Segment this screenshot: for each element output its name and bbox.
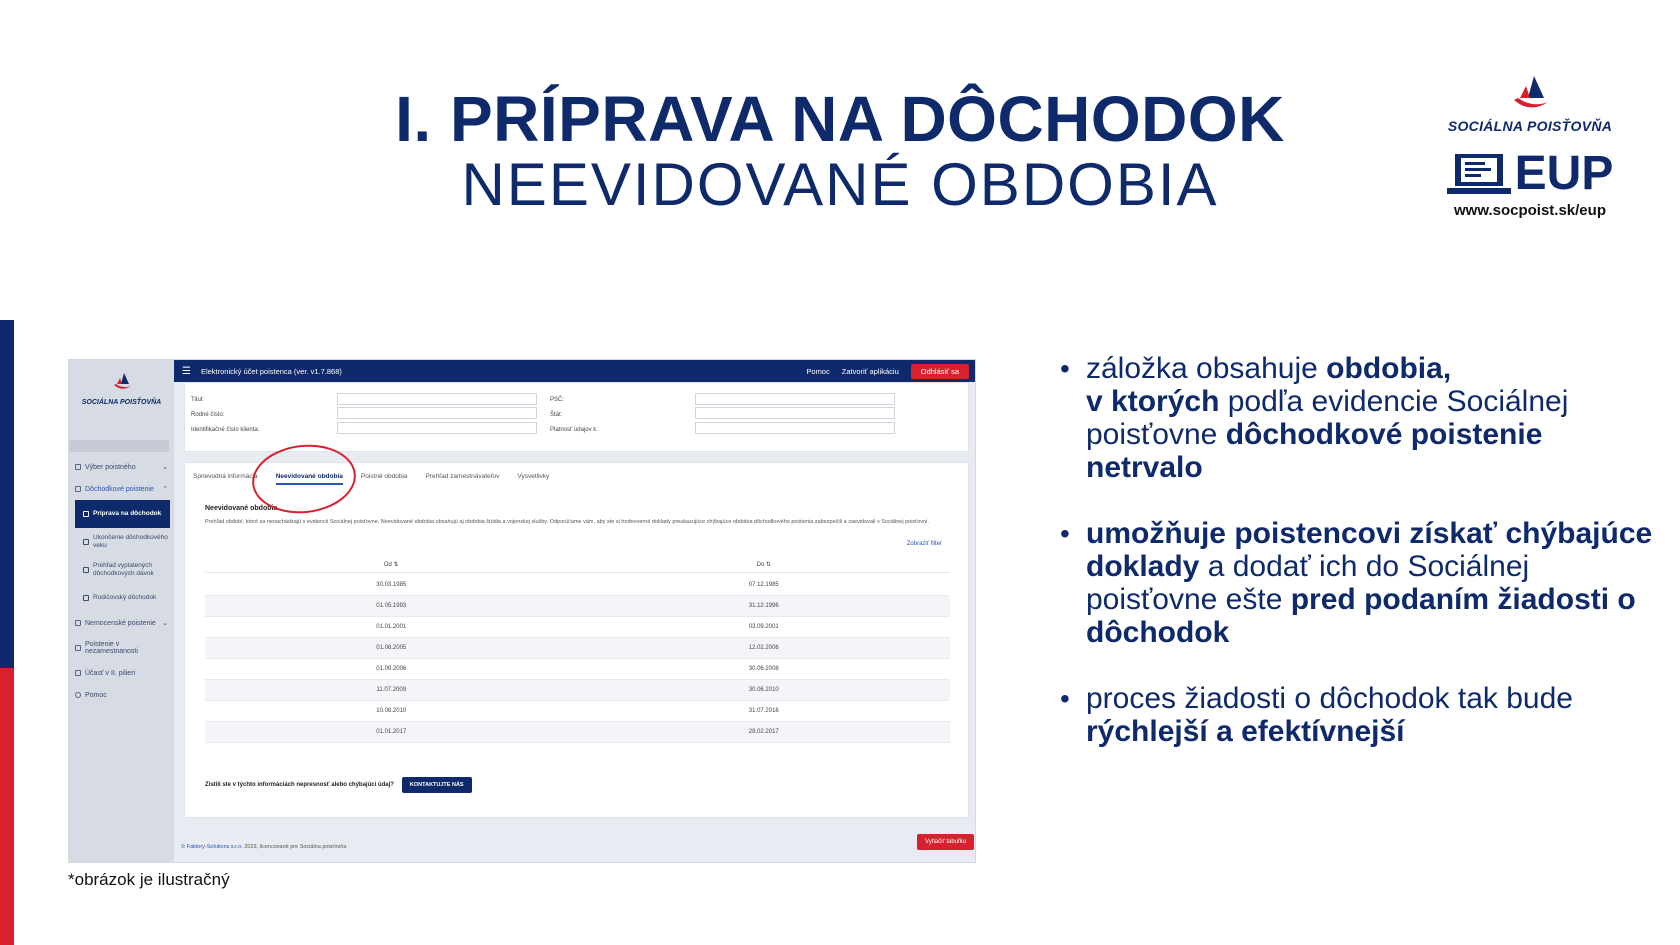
cell-od: 01.09.2006 (376, 666, 407, 672)
nav-nezamestnanost[interactable] (69, 634, 174, 662)
footnote: *obrázok je ilustračný (68, 870, 230, 889)
cell-do: 30.06.2008 (748, 666, 779, 672)
slide-title: I. PRÍPRAVA NA DÔCHODOK (395, 83, 1285, 155)
contact-button[interactable]: KONTAKTUJTE NÁS (402, 777, 472, 793)
cell-od: 10.08.2010 (376, 708, 407, 714)
logo-url: www.socpoist.sk/eup (1454, 202, 1606, 219)
cell-do: 31.07.2016 (748, 708, 779, 714)
cell-od: 01.01.2001 (376, 624, 407, 630)
nav-prehlad-davok[interactable] (69, 556, 174, 584)
bullet-item (1058, 352, 1658, 484)
bullet-seg: a dodať ich do Sociálnej poisťovne ešte (1086, 550, 1530, 616)
mock-tabs (193, 473, 549, 485)
family-icon (83, 595, 89, 601)
bullet-seg-bold: obdobia, (1326, 352, 1452, 385)
mock-sidebar-search[interactable] (69, 440, 169, 452)
show-filter-link[interactable]: Zobraziť filter (906, 541, 942, 547)
nav-label: Príprava na dôchodok (93, 510, 162, 518)
table-row (205, 680, 950, 701)
left-stripe-red (0, 668, 14, 945)
cell-do: 30.06.2010 (748, 687, 779, 693)
section-description: Prehľad období, ktoré sa nenachádzajú v evidencii Sociálnej poisťovne. Neevidované obdobia obsahujú aj obdobia štúdia a vojenskej služby. Odporúčame vám, aby ste si hodnoverné doklady preukazujúce chýbajúce obdobia dôchodkového poistenia zabezpečili a zaevidovali v Sociálnej poisťovni. (205, 519, 929, 525)
tab-poistne[interactable]: Poistné obdobia (360, 473, 408, 480)
cell-od: 11.07.2009 (376, 687, 407, 693)
field-rodne-cislo[interactable] (337, 407, 537, 419)
tab-sprievodna[interactable]: Sprievodná informácia (193, 473, 258, 480)
footer-link[interactable]: © Faktory-Solutions s.r.o. (181, 844, 243, 850)
cell-od: 01.08.2005 (376, 645, 407, 651)
bullet-seg-bold: v ktorých (1086, 385, 1220, 418)
bullet-list (1058, 352, 1658, 781)
cell-od: 01.05.1993 (376, 603, 407, 609)
bullet-item (1058, 682, 1658, 748)
mock-logo (69, 372, 174, 406)
contact-question (205, 777, 472, 793)
bullet-seg-bold: umožňuje poistencovi získať chýbajúce doklady (1086, 517, 1653, 583)
field-label-platnost: Platnosť údajov k: (550, 427, 598, 433)
menu-icon[interactable]: ☰ (182, 365, 191, 377)
field-label-psc: PSČ: (550, 397, 565, 403)
bullet-seg: záložka obsahuje (1086, 352, 1327, 385)
section-title: Neevidované obdobia (205, 505, 278, 512)
mock-footer (181, 844, 346, 850)
col-do[interactable]: Do ⇅ (756, 562, 771, 568)
tab-neevidovane[interactable]: Neevidované obdobia (276, 473, 343, 485)
nav-rodicovsky[interactable] (69, 584, 174, 612)
mock-help-link[interactable]: Pomoc (806, 366, 830, 376)
document-icon (83, 567, 89, 573)
mock-app-title: Elektronický účet poistenca (ver. v1.7.868) (200, 366, 342, 376)
chevron-down-icon: ⌄ (162, 620, 168, 627)
nav-pomoc[interactable] (69, 684, 174, 706)
help-icon (75, 692, 81, 698)
laptop-icon (1447, 150, 1513, 198)
mock-nav (69, 456, 174, 706)
field-label-rodne: Rodné číslo: (191, 412, 225, 418)
tab-zamestnavatelia[interactable]: Prehľad zamestnávateľov (425, 473, 500, 480)
table-row (205, 617, 950, 638)
table-row (205, 638, 950, 659)
sail-logo-icon (111, 372, 133, 392)
nav-label: Rodičovský dôchodok (93, 594, 157, 602)
cell-do: 31.12.1996 (748, 603, 779, 609)
nav-label: Prehľad vyplatených dôchodkových dávok (93, 562, 154, 577)
cell-do: 12.02.2006 (748, 645, 779, 651)
field-label-ident: Identifikačné číslo klienta: (191, 427, 260, 433)
field-identifikacne[interactable] (337, 422, 537, 434)
table-row (205, 722, 950, 743)
logo-block (1440, 74, 1620, 219)
bullet-seg: proces žiadosti o dôchodok tak bude (1086, 682, 1573, 715)
document-icon (75, 645, 81, 651)
footer-text: 2023, licencované pre Sociálna poisťovňa (242, 844, 347, 850)
nav-label: Nemocenské poistenie (85, 619, 156, 627)
mock-periods-card (184, 462, 969, 818)
nav-label: Účasť v II. pilieri (85, 669, 136, 677)
nav-vyber-poistneho[interactable] (69, 456, 174, 478)
document-icon (83, 511, 89, 517)
document-icon (83, 539, 89, 545)
cell-do: 28.02.2017 (748, 729, 779, 735)
bullet-item (1058, 517, 1658, 649)
nav-dochodkove-poistenie[interactable] (69, 478, 174, 500)
nav-priprava-na-dochodok[interactable] (75, 500, 170, 528)
document-icon (75, 464, 81, 470)
nav-nemocenske[interactable] (69, 612, 174, 634)
sail-logo-icon (1508, 74, 1552, 114)
nav-label: Poistenie v nezamestnanosti (85, 641, 138, 655)
question-text: Zistili ste v týchto informáciách nepresnosť alebo chýbajúci údaj? (205, 782, 394, 788)
nav-label: Pomoc (85, 691, 107, 699)
field-psc[interactable] (695, 393, 895, 405)
tab-vysvetlivky[interactable]: Vysvetlivky (517, 473, 550, 480)
table-row (205, 596, 950, 617)
cell-od: 30.03.1985 (376, 582, 407, 588)
table-row (205, 701, 950, 722)
chevron-up-icon: ⌃ (162, 486, 168, 493)
mock-brand: SOCIÁLNA POISŤOVŇA (81, 399, 162, 406)
document-icon (75, 486, 81, 492)
bullet-seg-bold: pred podaním žiadosti o dôchodok (1086, 583, 1636, 649)
bullet-seg: podľa evidencie Sociálnej poisťovne (1086, 385, 1569, 451)
eup-logo (1440, 147, 1620, 200)
field-titul[interactable] (337, 393, 537, 405)
nav-label: Dôchodkové poistenie (85, 485, 154, 493)
table-row (205, 659, 950, 680)
field-stat[interactable] (695, 407, 895, 419)
nav-label: Výber poistného (85, 463, 136, 471)
cell-do: 07.12.1985 (748, 582, 779, 588)
mock-logout-button[interactable]: Odhlásiť sa (911, 364, 969, 379)
nav-ucast-pilier[interactable] (69, 662, 174, 684)
nav-ukoncenie[interactable] (69, 528, 174, 556)
app-screenshot (68, 359, 976, 863)
mock-close-app-link[interactable]: Zatvoriť aplikáciu (841, 366, 899, 376)
card-icon (75, 670, 81, 676)
document-icon (75, 620, 81, 626)
cell-do: 03.09.2001 (748, 624, 779, 630)
table-header (205, 557, 950, 573)
bullet-seg-bold: rýchlejší a efektívnejší (1086, 715, 1405, 748)
field-platnost[interactable] (695, 422, 895, 434)
table-row (205, 575, 950, 596)
left-stripe-blue (0, 320, 14, 668)
mock-sidebar (69, 360, 174, 862)
mock-topbar (174, 360, 976, 382)
field-label-titul: Titul: (191, 397, 204, 403)
chevron-down-icon: ⌄ (162, 464, 168, 471)
logo-brand: SOCIÁLNA POISŤOVŇA (1447, 118, 1613, 134)
mock-personal-info-card (184, 382, 969, 452)
periods-table (205, 575, 950, 743)
nav-label: Ukončenie dôchodkového veku (93, 534, 168, 549)
col-od[interactable]: Od ⇅ (383, 562, 399, 568)
field-label-stat: Štát: (550, 412, 563, 418)
cell-od: 01.01.2017 (376, 729, 407, 735)
bullet-seg-bold: dôchodkové poistenie netrvalo (1086, 418, 1543, 484)
slide-subtitle: NEEVIDOVANÉ OBDOBIA (461, 151, 1219, 218)
eup-text: EUP (1514, 147, 1614, 200)
print-table-button[interactable]: Vytlačiť tabuľku (917, 834, 974, 850)
